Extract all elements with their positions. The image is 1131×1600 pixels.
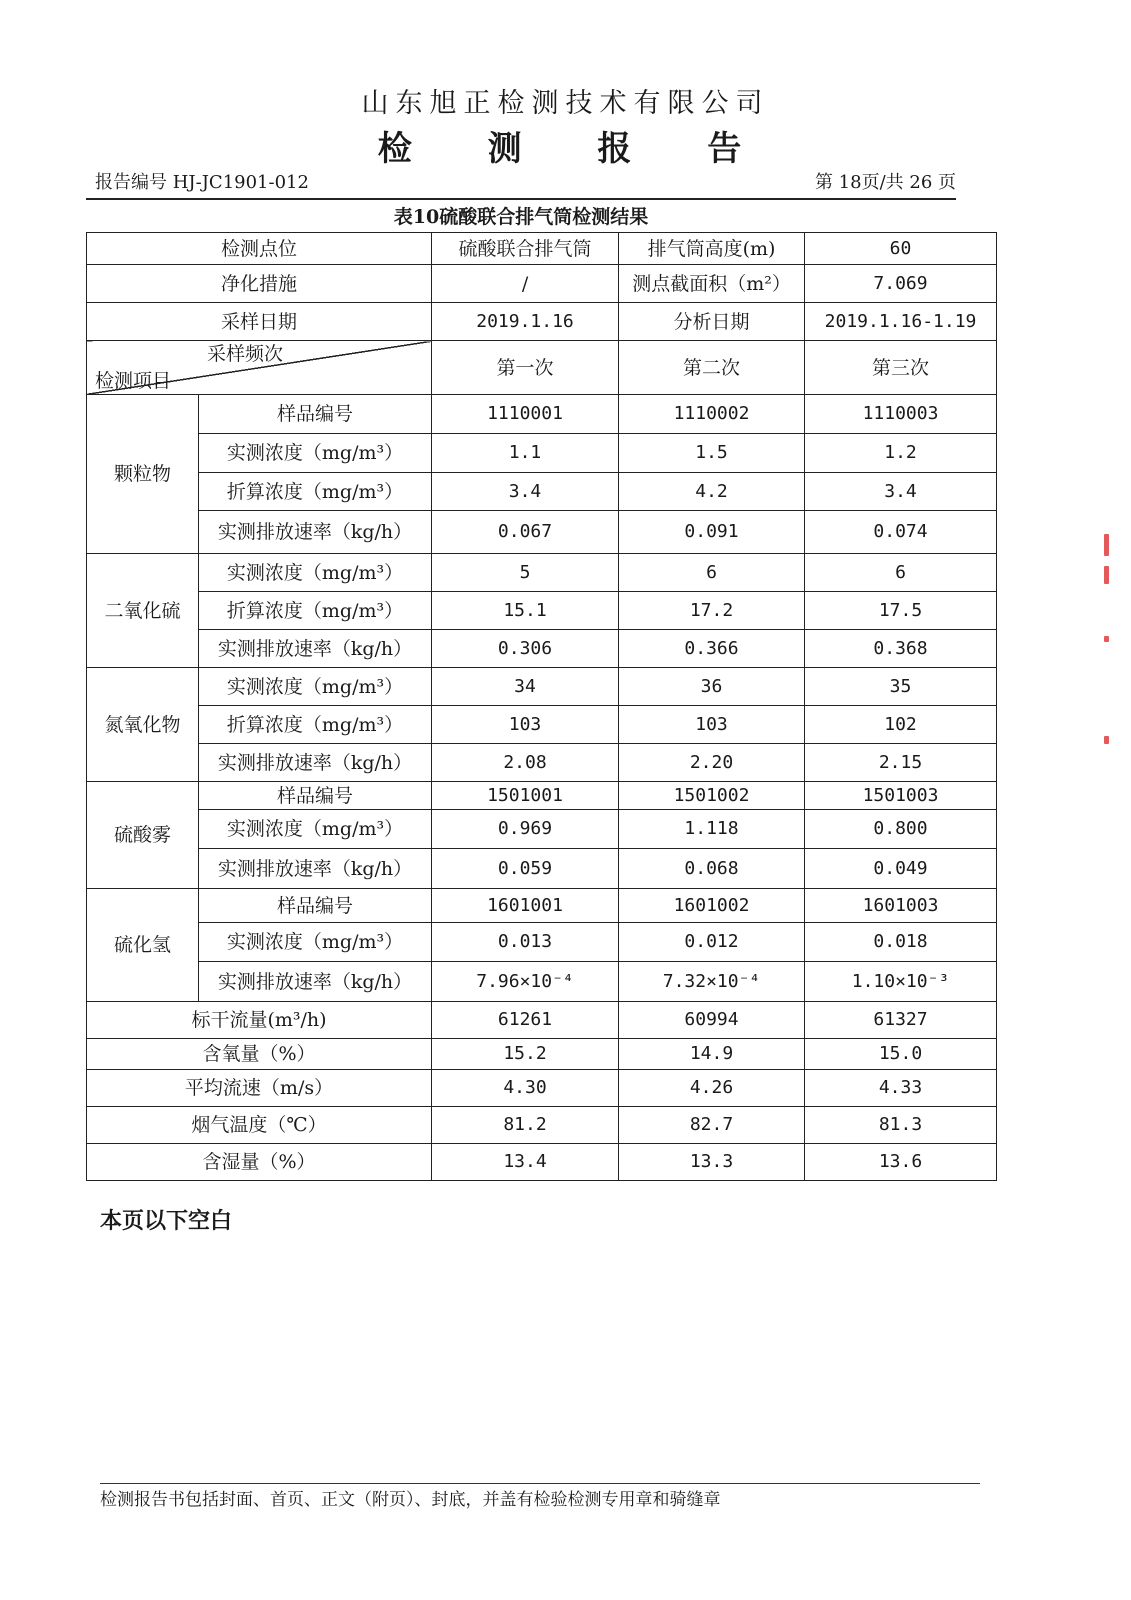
measurement-row [87,511,997,554]
info-value: 硫酸联合排气筒 [432,233,619,265]
flue-gas-summary [87,1002,997,1181]
measurement-row [87,592,997,630]
measurement-row [87,923,997,962]
summary-label: 标干流量(m³/h) [87,1002,432,1039]
info-label: 分析日期 [619,303,805,341]
summary-value: 13.3 [619,1144,805,1181]
parameter-label: 实测排放速率（kg/h） [199,630,432,668]
summary-value: 82.7 [619,1107,805,1144]
measurement-value: 34 [432,668,619,706]
measurement-value: 1501001 [432,782,619,810]
summary-row [87,1070,997,1107]
footer-rule [100,1483,980,1484]
measurement-value: 0.068 [619,849,805,889]
pollutant-name: 颗粒物 [87,395,199,554]
report-title: 检 测 报 告 [377,129,774,169]
measurement-value: 103 [619,706,805,744]
measurement-value: 17.2 [619,592,805,630]
frequency-header: 第三次 [805,341,997,395]
measurement-value: 1.1 [432,434,619,473]
pollutant-name: 硫酸雾 [87,782,199,889]
measurement-value: 6 [619,554,805,592]
info-label: 净化措施 [87,265,432,303]
measurement-value: 1.118 [619,810,805,849]
measurement-value: 0.074 [805,511,997,554]
measurement-value: 36 [619,668,805,706]
measurement-value: 103 [432,706,619,744]
measurement-value: 7.32×10⁻⁴ [619,962,805,1002]
info-value: / [432,265,619,303]
summary-value: 15.0 [805,1039,997,1070]
info-value: 2019.1.16 [432,303,619,341]
frequency-header: 第二次 [619,341,805,395]
measurement-row [87,706,997,744]
measurement-value: 0.049 [805,849,997,889]
summary-label: 烟气温度（℃） [87,1107,432,1144]
measurement-value: 0.800 [805,810,997,849]
measurement-value: 6 [805,554,997,592]
measurement-value: 0.368 [805,630,997,668]
parameter-label: 样品编号 [199,395,432,434]
summary-label: 含湿量（%） [87,1144,432,1181]
summary-value: 4.30 [432,1070,619,1107]
info-value: 7.069 [805,265,997,303]
parameter-label: 样品编号 [199,889,432,923]
measurement-value: 1.10×10⁻³ [805,962,997,1002]
measurement-value: 17.5 [805,592,997,630]
measurement-value: 1501003 [805,782,997,810]
table-caption: 表10硫酸联合排气筒检测结果 [393,206,649,228]
measurement-value: 2.08 [432,744,619,782]
parameter-label: 折算浓度（mg/m³） [199,592,432,630]
summary-value: 4.33 [805,1070,997,1107]
summary-value: 81.2 [432,1107,619,1144]
pollutant-name: 硫化氢 [87,889,199,1002]
summary-row [87,1144,997,1181]
measurement-value: 0.366 [619,630,805,668]
pollutant-name: 氮氧化物 [87,668,199,782]
measurement-value: 0.018 [805,923,997,962]
info-value: 2019.1.16-1.19 [805,303,997,341]
blank-below-note: 本页以下空白 [100,1208,233,1234]
measurement-row [87,744,997,782]
measurement-value: 0.969 [432,810,619,849]
measurement-value: 1.5 [619,434,805,473]
parameter-label: 实测排放速率（kg/h） [199,849,432,889]
parameter-label: 实测浓度（mg/m³） [199,554,432,592]
info-row [87,233,997,265]
measurement-row [87,554,997,592]
summary-value: 4.26 [619,1070,805,1107]
summary-row [87,1002,997,1039]
measurement-value: 0.306 [432,630,619,668]
header-rule [86,198,956,200]
measurement-value: 0.067 [432,511,619,554]
results-table [86,232,997,1181]
seam-stamp-mark [1104,636,1109,642]
summary-row [87,1039,997,1070]
measurement-value: 102 [805,706,997,744]
diagonal-top-label: 采样频次 [207,343,284,365]
measurement-value: 7.96×10⁻⁴ [432,962,619,1002]
measurement-row [87,473,997,511]
parameter-label: 实测浓度（mg/m³） [199,923,432,962]
parameter-label: 折算浓度（mg/m³） [199,473,432,511]
measurement-value: 0.091 [619,511,805,554]
summary-label: 含氧量（%） [87,1039,432,1070]
summary-value: 61327 [805,1002,997,1039]
page-number: 第 18页/共 26 页 [814,172,956,193]
diagonal-header-cell [87,341,432,395]
summary-value: 14.9 [619,1039,805,1070]
summary-value: 13.4 [432,1144,619,1181]
info-row [87,265,997,303]
measurement-value: 1110002 [619,395,805,434]
measurement-value: 1110001 [432,395,619,434]
parameter-label: 实测浓度（mg/m³） [199,810,432,849]
measurement-value: 1110003 [805,395,997,434]
info-label: 测点截面积（m²） [619,265,805,303]
measurement-value: 4.2 [619,473,805,511]
summary-label: 平均流速（m/s） [87,1070,432,1107]
measurement-value: 35 [805,668,997,706]
summary-value: 13.6 [805,1144,997,1181]
seam-stamp-mark [1104,736,1109,744]
frequency-header: 第一次 [432,341,619,395]
frequency-header-row [87,341,997,395]
parameter-label: 折算浓度（mg/m³） [199,706,432,744]
pollutant-name: 二氧化硫 [87,554,199,668]
parameter-label: 实测浓度（mg/m³） [199,668,432,706]
info-label: 采样日期 [87,303,432,341]
measurement-value: 3.4 [805,473,997,511]
measurement-value: 5 [432,554,619,592]
company-name: 山东旭正检测技术有限公司 [361,88,770,119]
measurement-value: 0.059 [432,849,619,889]
parameter-label: 样品编号 [199,782,432,810]
summary-value: 60994 [619,1002,805,1039]
measurement-value: 1601002 [619,889,805,923]
report-number: 报告编号 HJ-JC1901-012 [95,172,309,193]
measurement-value: 1601003 [805,889,997,923]
measurement-value: 2.15 [805,744,997,782]
measurement-value: 1501002 [619,782,805,810]
summary-value: 81.3 [805,1107,997,1144]
seam-stamp-mark [1104,534,1109,556]
parameter-label: 实测浓度（mg/m³） [199,434,432,473]
measurement-value: 1601001 [432,889,619,923]
footer-text: 检测报告书包括封面、首页、正文（附页）、封底，并盖有检验检测专用章和骑缝章 [100,1490,721,1510]
measurement-row [87,668,997,706]
parameter-label: 实测排放速率（kg/h） [199,744,432,782]
info-row [87,303,997,341]
summary-value: 15.2 [432,1039,619,1070]
info-label: 检测点位 [87,233,432,265]
measurement-value: 0.013 [432,923,619,962]
info-value: 60 [805,233,997,265]
measurement-row [87,889,997,923]
measurement-value: 3.4 [432,473,619,511]
measurement-row [87,630,997,668]
measurement-row [87,962,997,1002]
measurement-row [87,434,997,473]
pollutant-groups [87,395,997,1002]
measurement-row [87,810,997,849]
seam-stamp-mark [1104,566,1109,584]
measurement-value: 1.2 [805,434,997,473]
diagonal-bottom-label: 检测项目 [95,370,172,392]
summary-value: 61261 [432,1002,619,1039]
measurement-value: 2.20 [619,744,805,782]
summary-row [87,1107,997,1144]
parameter-label: 实测排放速率（kg/h） [199,511,432,554]
measurement-value: 0.012 [619,923,805,962]
parameter-label: 实测排放速率（kg/h） [199,962,432,1002]
measurement-value: 15.1 [432,592,619,630]
measurement-row [87,782,997,810]
measurement-row [87,395,997,434]
measurement-row [87,849,997,889]
info-label: 排气筒高度(m) [619,233,805,265]
